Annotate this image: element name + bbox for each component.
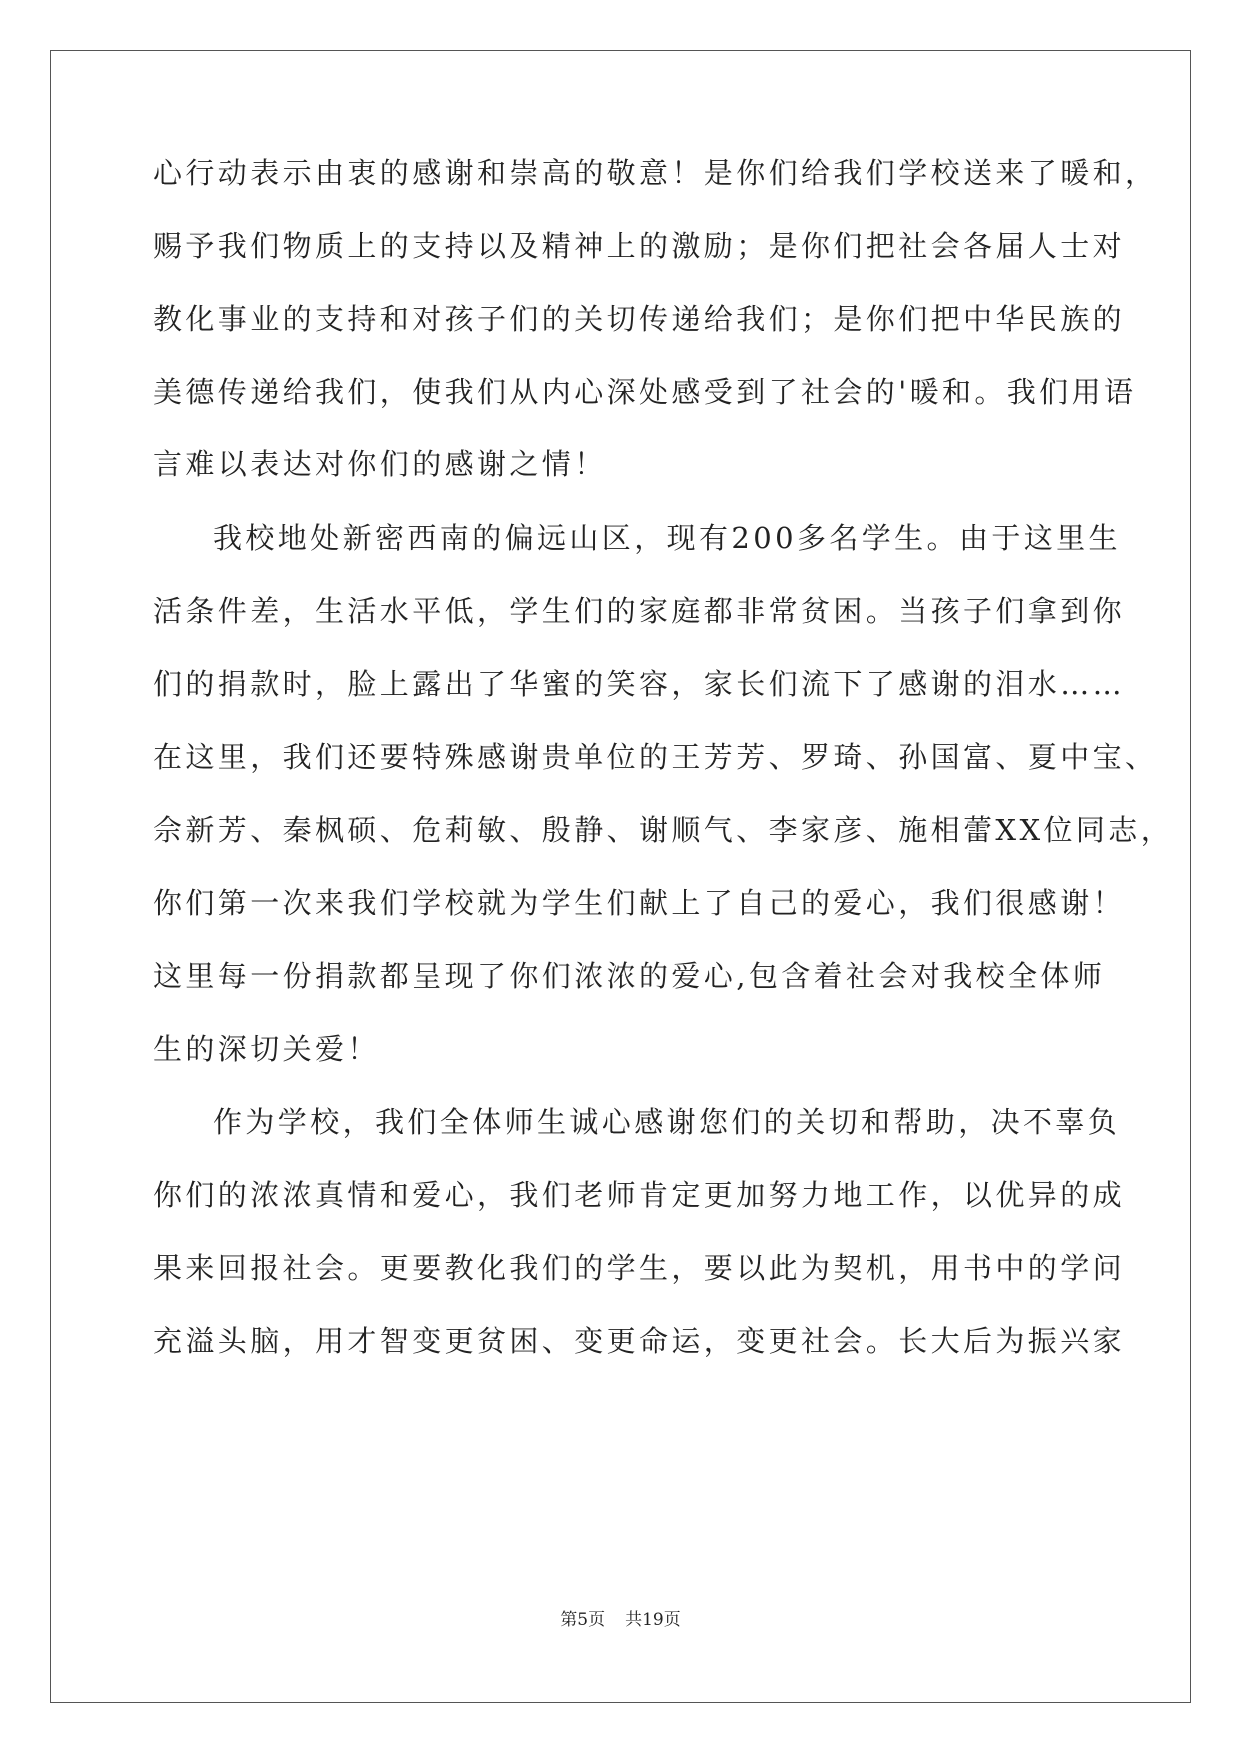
text-line: 言难以表达对你们的感谢之情！ bbox=[153, 447, 607, 481]
text-line: 果来回报社会。更要教化我们的学生，要以此为契机，用书中的学问 bbox=[153, 1251, 1126, 1285]
text-line: 在这里，我们还要特殊感谢贵单位的王芳芳、罗琦、孙国富、夏中宝、 bbox=[153, 740, 1158, 774]
page-number: 第5页 bbox=[560, 1610, 606, 1630]
paragraph-start-line: 作为学校，我们全体师生诚心感谢您们的关切和帮助，决不辜负 bbox=[213, 1105, 1121, 1139]
text-line: 心行动表示由衷的感谢和崇高的敬意！是你们给我们学校送来了暖和， bbox=[153, 156, 1158, 190]
text-line: 佘新芳、秦枫硕、危莉敏、殷静、谢顺气、李家彦、施相蕾XX位同志， bbox=[153, 813, 1174, 847]
text-line: 教化事业的支持和对孩子们的关切传递给我们；是你们把中华民族的 bbox=[153, 302, 1126, 336]
text-line: 生的深切关爱！ bbox=[153, 1032, 380, 1066]
paragraph-start-line: 我校地处新密西南的偏远山区，现有200多名学生。由于这里生 bbox=[213, 521, 1121, 555]
text-line: 充溢头脑，用才智变更贫困、变更命运，变更社会。长大后为振兴家 bbox=[153, 1324, 1126, 1358]
text-line: 们的捐款时，脸上露出了华蜜的笑容，家长们流下了感谢的泪水…… bbox=[153, 667, 1126, 701]
text-line: 你们第一次来我们学校就为学生们献上了自己的爱心，我们很感谢！ bbox=[153, 886, 1126, 920]
text-line: 活条件差，生活水平低，学生们的家庭都非常贫困。当孩子们拿到你 bbox=[153, 594, 1126, 628]
text-line: 赐予我们物质上的支持以及精神上的激励；是你们把社会各届人士对 bbox=[153, 229, 1126, 263]
page-border bbox=[50, 50, 1191, 1703]
page-footer bbox=[0, 1609, 1241, 1631]
text-line: 这里每一份捐款都呈现了你们浓浓的爱心,包含着社会对我校全体师 bbox=[153, 959, 1106, 993]
text-line: 美德传递给我们，使我们从内心深处感受到了社会的'暖和。我们用语 bbox=[153, 375, 1137, 409]
text-line: 你们的浓浓真情和爱心，我们老师肯定更加努力地工作，以优异的成 bbox=[153, 1178, 1126, 1212]
page-total: 共19页 bbox=[625, 1610, 681, 1630]
